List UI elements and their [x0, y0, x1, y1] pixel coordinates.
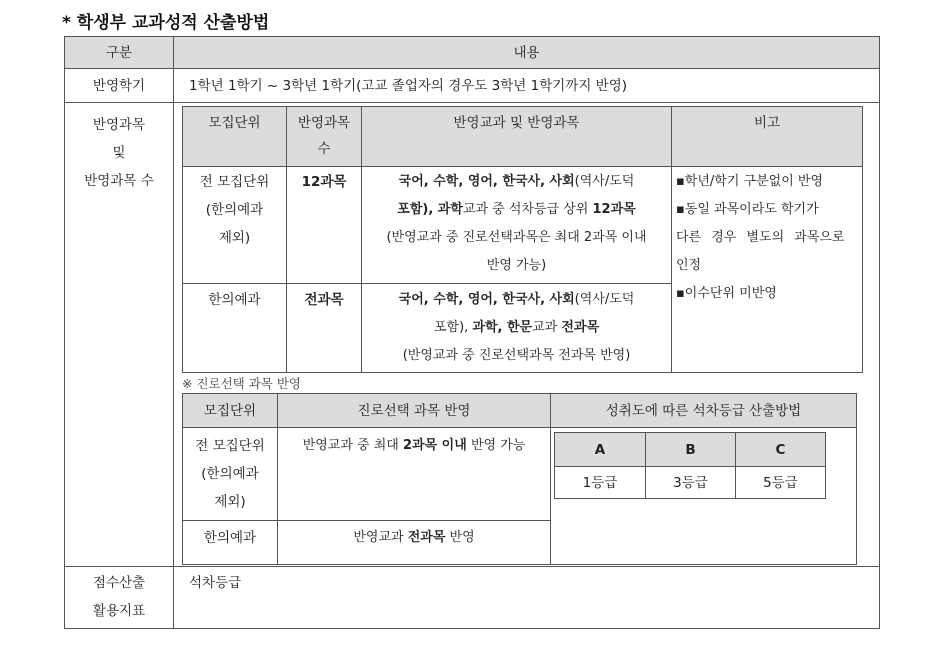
grade-value-b: 3등급: [645, 466, 736, 499]
career-header-unit: 모집단위: [182, 393, 278, 428]
sub-header-count-line1: 반영과목: [297, 115, 351, 131]
subj-hanui-norm3: 교과: [532, 320, 562, 335]
sub-row-hanui-unit-text: 한의예과: [208, 292, 261, 308]
remarks-line5: ▪이수단위 미반영: [676, 286, 777, 301]
sub-row-hanui-subjects-line3: (반영교과 중 진로선택과목 전과목 반영): [402, 348, 631, 363]
remarks-line4: 인정: [676, 258, 702, 273]
career-header-method: 성취도에 따른 석차등급 산출방법: [550, 393, 857, 428]
sub-row-all-subjects-line2: [362, 196, 671, 224]
sub-row-all-count: [286, 166, 362, 284]
sub-row-all-count-text: 12과목: [301, 174, 347, 190]
grade-header-b: B: [645, 432, 736, 467]
subj-hanui-norm1: (역사/도덕: [574, 292, 635, 307]
sub-header-remarks: [671, 106, 863, 167]
sub-header-count: [286, 106, 362, 167]
career-row-all-unit: [182, 427, 278, 521]
header-category: 구분: [64, 36, 174, 69]
sub-header-subjects: [361, 106, 672, 167]
subj-hanui-norm2: 포함),: [433, 320, 473, 335]
career-row-all-unit-line3: 제외): [214, 494, 246, 510]
score-label-cell: [64, 566, 174, 629]
subj-hanui-bold2: 과학, 한문: [472, 320, 533, 335]
grade-value-c: 5등급: [735, 466, 826, 499]
score-content-text: 석차등급: [189, 575, 242, 591]
career-row-all-reflect-line: [278, 432, 550, 460]
career-row-hanui-reflect: [277, 520, 551, 565]
score-label-line2: 활용지표: [92, 603, 146, 619]
career-row-hanui-unit: 한의예과: [182, 520, 278, 565]
sub-header-unit: [182, 106, 287, 167]
score-content-cell: [173, 566, 880, 629]
grade-value-a: 1등급: [554, 466, 646, 499]
subj-hanui-bold1: 국어, 수학, 영어, 한국사, 사회: [398, 292, 575, 307]
sub-header-unit-text: 모집단위: [208, 115, 261, 131]
subjects-label-line2: 및: [112, 145, 126, 161]
sub-row-all-unit-line3: 제외): [218, 230, 251, 246]
subj-all-bold2: 포함), 과학: [397, 202, 463, 217]
career-all-bold: 2과목 이내: [403, 438, 467, 453]
career-row-all-unit-line2: (한의예과: [201, 466, 259, 482]
career-all-post: 반영 가능: [466, 438, 526, 453]
sub-row-all-unit-line2: (한의예과: [205, 202, 264, 218]
subjects-label-line3: 반영과목 수: [84, 173, 154, 189]
sub-row-hanui-subjects: [361, 283, 672, 373]
sub-row-all-unit-line1: 전 모집단위: [199, 174, 270, 190]
sub-header-remarks-text: 비고: [753, 115, 781, 131]
subj-all-bold3: 12과목: [592, 202, 636, 217]
subj-all-bold1: 국어, 수학, 영어, 한국사, 사회: [398, 174, 575, 189]
career-hanui-bold: 전과목: [407, 530, 446, 545]
subjects-label-cell: [64, 102, 174, 567]
sub-row-hanui-subjects-line1: [362, 286, 671, 314]
sub-row-all-subjects-line4: 반영 가능): [486, 258, 547, 273]
subj-all-norm2: 교과 중 석차등급 상위: [462, 202, 593, 217]
career-hanui-post: 반영: [445, 530, 475, 545]
career-row-all-reflect: [277, 427, 551, 521]
sub-header-count-line2: 수: [317, 141, 331, 157]
subjects-label-line1: 반영과목: [92, 117, 146, 133]
career-note: ※ 진로선택 과목 반영: [182, 376, 301, 391]
sub-remarks-cell: [671, 166, 863, 373]
subj-all-norm1: (역사/도덕: [574, 174, 635, 189]
sub-row-hanui-count-text: 전과목: [304, 292, 344, 308]
header-content: 내용: [173, 36, 880, 69]
sub-row-hanui-count: [286, 283, 362, 373]
grade-header-c: C: [735, 432, 826, 467]
subj-hanui-bold3: 전과목: [561, 320, 600, 335]
page-title: * 학생부 교과성적 산출방법: [62, 13, 270, 33]
grade-header-a: A: [554, 432, 646, 467]
sub-row-hanui-unit: [182, 283, 287, 373]
career-hanui-pre: 반영교과: [353, 530, 408, 545]
sub-row-all-subjects-line1: [362, 168, 671, 196]
career-header-reflect: 진로선택 과목 반영: [277, 393, 551, 428]
career-all-pre: 반영교과 중 최대: [302, 438, 403, 453]
sub-row-all-unit: [182, 166, 287, 284]
semester-content: 1학년 1학기 ~ 3학년 1학기(고교 졸업자의 경우도 3학년 1학기까지 반영): [173, 68, 880, 103]
sub-row-all-subjects: [361, 166, 672, 284]
sub-row-hanui-subjects-line2: [362, 314, 671, 342]
career-row-all-unit-line1: 전 모집단위: [195, 438, 265, 454]
remarks-line2: ▪동일 과목이라도 학기가: [676, 202, 819, 217]
score-label-line1: 점수산출: [92, 575, 146, 591]
remarks-line1: ▪학년/학기 구분없이 반영: [676, 174, 824, 189]
remarks-line3: 다른 경우 별도의 과목으로: [676, 230, 845, 245]
sub-header-subjects-text: 반영교과 및 반영과목: [453, 115, 580, 131]
sub-row-all-subjects-line3: (반영교과 중 진로선택과목은 최대 2과목 이내: [386, 230, 647, 245]
semester-label: 반영학기: [64, 68, 174, 103]
